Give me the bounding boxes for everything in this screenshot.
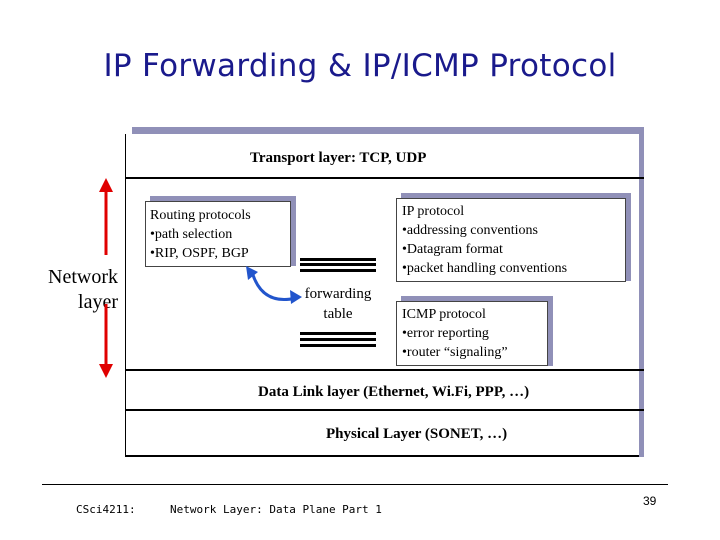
forwarding-table: [300, 258, 376, 350]
ip-box-text: [402, 202, 567, 278]
icmp-line-3: •router “signaling”: [402, 345, 508, 360]
fwd-bar: [300, 332, 376, 335]
forwarding-table-label: [296, 284, 380, 324]
footer-lecture: Network Layer: Data Plane Part 1: [170, 503, 382, 516]
footer-divider: [42, 484, 668, 485]
fwd-label-1: forwarding: [304, 286, 372, 302]
physical-layer-label: Physical Layer (SONET, …): [326, 426, 508, 442]
protocol-stack-frame: [125, 134, 639, 455]
footer-course: CSci4211:: [76, 503, 136, 516]
curved-arrow-icon: [244, 264, 304, 314]
routing-box-text: [150, 206, 251, 263]
datalink-bottom-divider: [126, 409, 644, 411]
transport-divider: [126, 177, 644, 179]
icmp-line-1: ICMP protocol: [402, 307, 486, 322]
fwd-label-2: table: [323, 306, 353, 322]
fwd-bar: [300, 338, 376, 341]
network-layer-arrow-icon: [96, 178, 116, 378]
network-label-line1: Network: [48, 266, 118, 288]
icmp-box-text: [402, 305, 508, 362]
routing-line-3: •RIP, OSPF, BGP: [150, 246, 249, 261]
fwd-bar: [300, 269, 376, 272]
ip-line-1: IP protocol: [402, 204, 465, 219]
fwd-bar: [300, 344, 376, 347]
transport-layer-label: Transport layer: TCP, UDP: [250, 150, 427, 166]
datalink-layer-label: Data Link layer (Ethernet, Wi.Fi, PPP, …): [258, 384, 530, 400]
datalink-top-divider: [126, 369, 644, 371]
routing-line-1: Routing protocols: [150, 208, 251, 223]
fwd-bar: [300, 263, 376, 266]
routing-line-2: •path selection: [150, 227, 233, 242]
fwd-bar: [300, 258, 376, 261]
slide-title: IP Forwarding & IP/ICMP Protocol: [103, 48, 617, 84]
network-label-line2: layer: [78, 291, 118, 313]
page-number: 39: [643, 494, 657, 508]
ip-line-3: •Datagram format: [402, 242, 503, 257]
ip-line-4: •packet handling conventions: [402, 261, 568, 276]
stack-bottom-border: [125, 455, 639, 457]
icmp-line-2: •error reporting: [402, 326, 489, 341]
ip-line-2: •addressing conventions: [402, 223, 538, 238]
